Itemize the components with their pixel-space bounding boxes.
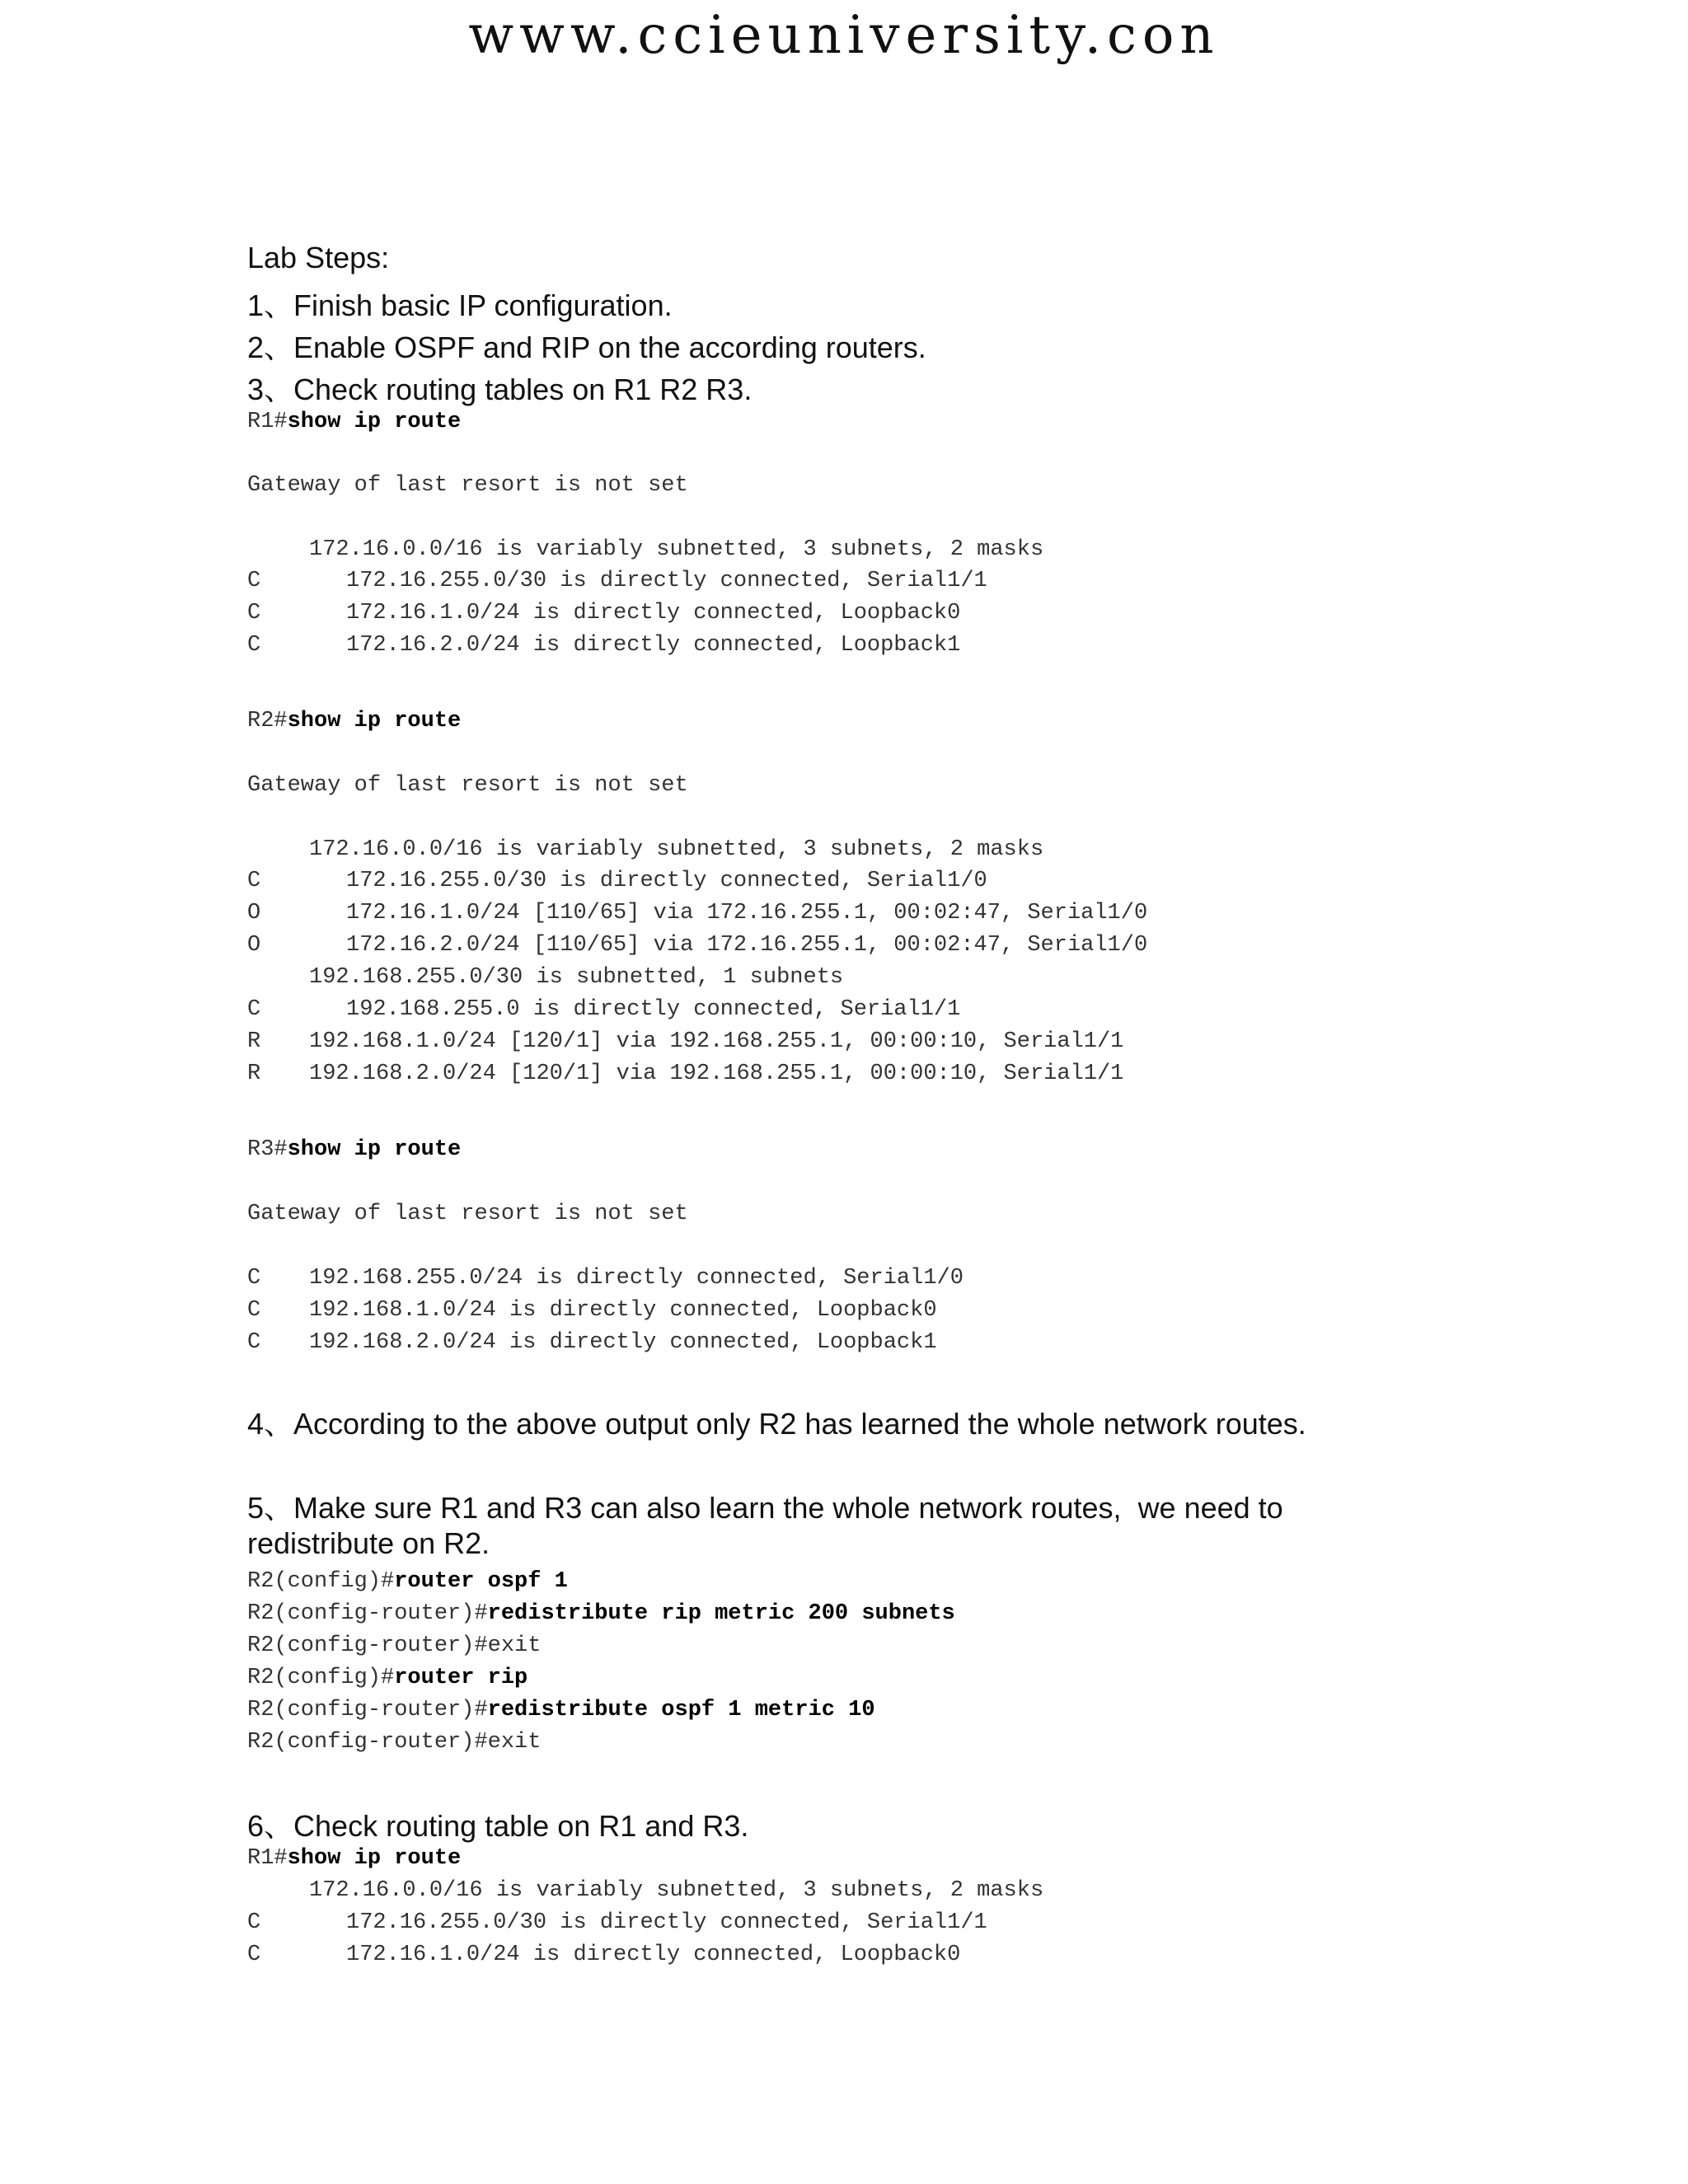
r1-gateway: Gateway of last resort is not set	[247, 473, 688, 498]
lab-steps-heading: Lab Steps:	[247, 241, 390, 274]
r2-route-row: R 192.168.1.0/24 [120/1] via 192.168.255.1, 00:00:10, Serial1/1	[247, 1029, 1124, 1054]
r2-route-row: C 192.168.255.0 is directly connected, Serial1/1	[247, 997, 961, 1022]
r2-summary: 172.16.0.0/16 is variably subnetted, 3 subnets, 2 masks	[309, 837, 1044, 862]
r3-command: R3#show ip route	[247, 1137, 462, 1162]
step-2: 2、Enable OSPF and RIP on the according routers.	[247, 330, 926, 364]
r1-route-row: C 172.16.255.0/30 is directly connected, Serial1/1	[247, 569, 987, 593]
site-header: www.ccieuniversity.con	[468, 5, 1220, 66]
r1-after-route-row: C 172.16.255.0/30 is directly connected, Serial1/1	[247, 1910, 987, 1935]
r3-gateway: Gateway of last resort is not set	[247, 1202, 688, 1226]
config-line: R2(config)#router rip	[247, 1666, 528, 1690]
r3-route-row: C 192.168.2.0/24 is directly connected, Loopback1	[247, 1330, 937, 1355]
r1-after-command: R1#show ip route	[247, 1846, 462, 1871]
r2-route-row: O 172.16.2.0/24 [110/65] via 172.16.255.1, 00:02:47, Serial1/0	[247, 933, 1148, 958]
config-line: R2(config)#router ospf 1	[247, 1569, 568, 1594]
step-5: 5、Make sure R1 and R3 can also learn the whole network routes, we need to	[247, 1491, 1283, 1525]
r1-summary: 172.16.0.0/16 is variably subnetted, 3 subnets, 2 masks	[309, 537, 1044, 562]
r1-after-summary: 172.16.0.0/16 is variably subnetted, 3 subnets, 2 masks	[309, 1878, 1044, 1903]
config-line: R2(config-router)#redistribute ospf 1 metric 10	[247, 1698, 875, 1722]
config-line: R2(config-router)#exit	[247, 1730, 542, 1755]
r3-route-row: C 192.168.255.0/24 is directly connected, Serial1/0	[247, 1266, 964, 1291]
step-5-continued: redistribute on R2.	[247, 1526, 490, 1560]
r1-after-route-row: C 172.16.1.0/24 is directly connected, Loopback0	[247, 1943, 961, 1967]
r2-gateway: Gateway of last resort is not set	[247, 773, 688, 798]
r2-route-row: O 172.16.1.0/24 [110/65] via 172.16.255.1, 00:02:47, Serial1/0	[247, 901, 1148, 926]
r1-route-row: C 172.16.1.0/24 is directly connected, Loopback0	[247, 601, 961, 626]
step-1: 1、Finish basic IP configuration.	[247, 288, 673, 322]
config-line: R2(config-router)#redistribute rip metric 200 subnets	[247, 1601, 955, 1626]
config-line: R2(config-router)#exit	[247, 1633, 542, 1658]
r2-route-row: R 192.168.2.0/24 [120/1] via 192.168.255.1, 00:00:10, Serial1/1	[247, 1062, 1124, 1086]
r3-route-row: C 192.168.1.0/24 is directly connected, Loopback0	[247, 1298, 937, 1323]
r1-command: R1#show ip route	[247, 410, 462, 434]
step-6: 6、Check routing table on R1 and R3.	[247, 1809, 749, 1843]
r2-command: R2#show ip route	[247, 709, 462, 733]
step-3: 3、Check routing tables on R1 R2 R3.	[247, 373, 753, 406]
r2-route-row: C 172.16.255.0/30 is directly connected, Serial1/0	[247, 869, 987, 893]
step-4: 4、According to the above output only R2 has learned the whole network routes.	[247, 1407, 1306, 1441]
r2-summary: 192.168.255.0/30 is subnetted, 1 subnets	[309, 965, 844, 990]
r1-route-row: C 172.16.2.0/24 is directly connected, Loopback1	[247, 633, 961, 658]
